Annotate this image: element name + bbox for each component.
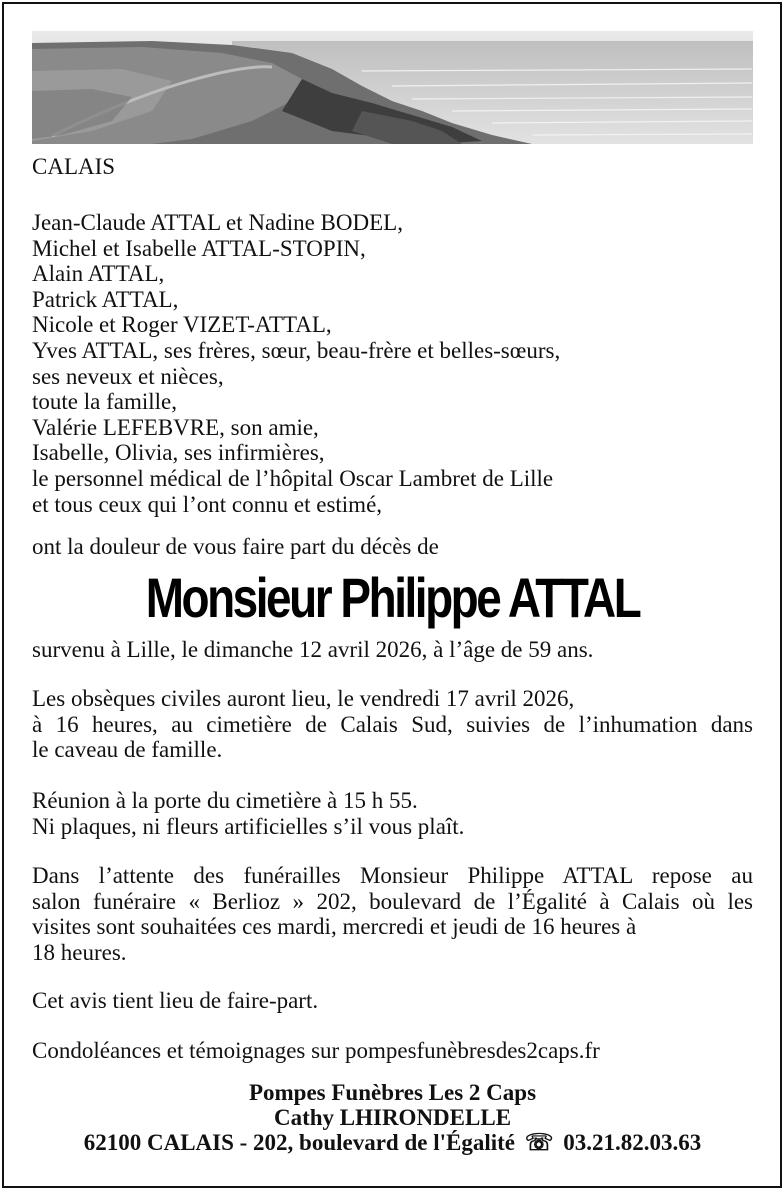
condolences-text: Condoléances et témoignages sur pompesfunèbresdes2caps.fr <box>32 1038 600 1063</box>
funeral-line: Les obsèques civiles auront lieu, le vendredi 17 avril 2026, <box>32 686 575 711</box>
announcement-text: ont la douleur de vous faire part du décès de <box>32 534 439 559</box>
family-line: et tous ceux qui l’ont connu et estimé, <box>32 491 383 517</box>
phone-number: 03.21.82.03.63 <box>563 1130 702 1155</box>
meeting-line: Réunion à la porte du cimetière à 15 h 55. <box>32 788 418 813</box>
rest-info <box>32 863 753 965</box>
family-line: Patrick ATTAL, <box>32 286 179 312</box>
family-line: toute la famille, <box>32 389 177 415</box>
rest-line: salon funéraire « Berlioz » 202, boulevard de l’Égalité à Calais où les <box>32 888 753 914</box>
death-info <box>32 637 753 663</box>
death-info-text: survenu à Lille, le dimanche 12 avril 2026, à l’âge de 59 ans. <box>32 637 594 662</box>
city-text: CALAIS <box>32 154 116 179</box>
funeral-home-footer <box>32 1080 753 1155</box>
city-label <box>32 154 753 180</box>
rest-line: Dans l’attente des funérailles Monsieur Philippe ATTAL repose au <box>32 863 753 888</box>
family-line: Nicole et Roger VIZET-ATTAL, <box>32 312 332 338</box>
family-line: ses neveux et nièces, <box>32 363 224 389</box>
family-line: Jean-Claude ATTAL et Nadine BODEL, <box>32 210 403 235</box>
condolences-line <box>32 1038 753 1064</box>
family-line: Valérie LEFEBVRE, son amie, <box>32 414 319 440</box>
funeral-line: le caveau de famille. <box>32 737 223 763</box>
family-line: Isabelle, Olivia, ses infirmières, <box>32 440 325 466</box>
address-line <box>32 1130 753 1155</box>
meeting-line: Ni plaques, ni fleurs artificielles s’il vous plaît. <box>32 813 465 839</box>
funeral-line: à 16 heures, au cimetière de Calais Sud, suivies de l’inhumation dans <box>32 711 753 737</box>
rest-line: visites sont souhaitées ces mardi, mercredi et jeudi de 16 heures à <box>32 914 637 940</box>
funeral-details <box>32 686 753 763</box>
phone-icon: ☏ <box>524 1130 554 1155</box>
family-line: Michel et Isabelle ATTAL-STOPIN, <box>32 235 366 261</box>
notice-text: Cet avis tient lieu de faire-part. <box>32 988 319 1013</box>
meeting-info <box>32 788 753 839</box>
coastal-cliff-photo <box>32 31 753 144</box>
family-list <box>32 210 753 517</box>
company-name: Pompes Funèbres Les 2 Caps <box>248 1080 537 1105</box>
address-text: 62100 CALAIS - 202, boulevard de l'Égalité <box>83 1130 515 1155</box>
family-line: Yves ATTAL, ses frères, sœur, beau-frère et belles-sœurs, <box>32 337 561 363</box>
deceased-name: Monsieur Philippe ATTAL <box>145 566 640 629</box>
contact-name: Cathy LHIRONDELLE <box>273 1105 512 1130</box>
rest-line: 18 heures. <box>32 939 127 965</box>
family-line: le personnel médical de l’hôpital Oscar Lambret de Lille <box>32 465 554 491</box>
notice-line <box>32 988 753 1014</box>
announcement <box>32 534 753 560</box>
family-line: Alain ATTAL, <box>32 261 165 287</box>
